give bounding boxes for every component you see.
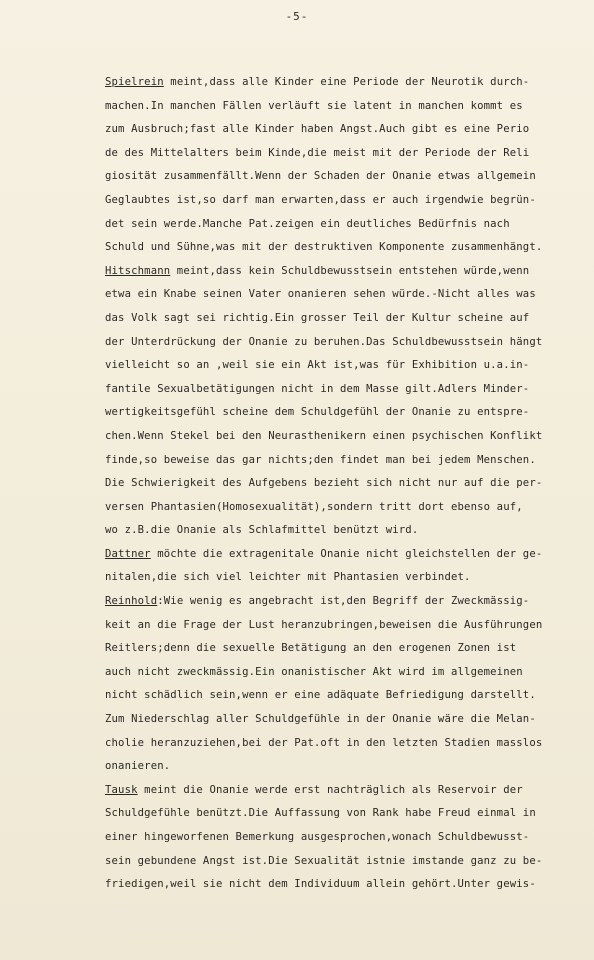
text-line	[105, 95, 574, 119]
line-text: giosität zusammenfällt.Wenn der Schaden der Onanie etwas allgemein	[105, 170, 536, 183]
line-text: Die Schwierigkeit des Aufgebens bezieht sich nicht nur auf die per-	[105, 477, 543, 490]
text-line	[105, 614, 574, 638]
text-line	[105, 449, 574, 473]
speaker-name: Reinhold	[105, 595, 158, 608]
line-text: meint,dass kein Schuldbewusstsein entstehen würde,wenn	[170, 264, 530, 277]
text-line	[105, 331, 574, 355]
line-text: versen Phantasien(Homosexualität),sondern tritt dort ebenso auf,	[105, 500, 523, 513]
line-text: friedigen,weil sie nicht dem Individuum allein gehört.Unter gewis-	[105, 878, 536, 891]
text-line	[105, 850, 574, 874]
line-text: sein gebundene Angst ist.Die Sexualität istnie imstande ganz zu be-	[105, 854, 543, 867]
text-line	[105, 165, 574, 189]
text-line	[105, 873, 574, 897]
line-text: cholie heranzuziehen,bei der Pat.oft in den letzten Stadien masslos	[105, 736, 543, 749]
line-text: machen.In manchen Fällen verläuft sie latent in manchen kommt es	[105, 99, 523, 112]
line-text: keit an die Frage der Lust heranzubringen,beweisen die Ausführungen	[105, 618, 543, 631]
text-line	[105, 637, 574, 661]
text-line	[105, 708, 574, 732]
text-line	[105, 142, 574, 166]
text-line	[105, 283, 574, 307]
speaker-name: Tausk	[105, 783, 138, 796]
line-text: nicht schädlich sein,wenn er eine adäquate Befriedigung darstellt.	[105, 689, 536, 702]
text-line	[105, 71, 574, 95]
line-text: onanieren.	[105, 760, 171, 773]
text-line	[105, 755, 574, 779]
line-text: chen.Wenn Stekel bei den Neurasthenikern einen psychischen Konflikt	[105, 429, 543, 442]
text-line	[105, 236, 574, 260]
text-line	[105, 543, 574, 567]
line-text: Schuldgefühle benützt.Die Auffassung von Rank habe Freud einmal in	[105, 807, 536, 820]
line-text: auch nicht zweckmässig.Ein onanistischer Akt wird im allgemeinen	[105, 665, 523, 678]
line-text: Reitlers;denn die sexuelle Betätigung an den erogenen Zonen ist	[105, 642, 517, 655]
line-text: etwa ein Knabe seinen Vater onanieren sehen würde.-Nicht alles was	[105, 288, 536, 301]
text-line	[105, 566, 574, 590]
line-text: meint,dass alle Kinder eine Periode der Neurotik durch-	[163, 76, 530, 88]
text-line	[105, 826, 574, 850]
speaker-name: Spielrein	[105, 76, 164, 88]
line-text: der Unterdrückung der Onanie zu beruhen.Das Schuldbewusstsein hängt	[105, 335, 543, 348]
text-line	[105, 378, 574, 402]
text-line	[105, 732, 574, 756]
text-line	[105, 472, 574, 496]
text-line	[105, 189, 574, 213]
line-text: zum Ausbruch;fast alle Kinder haben Angst.Auch gibt es eine Perio	[105, 123, 530, 136]
line-text: de des Mittelalters beim Kinde,die meist mit der Periode der Reli	[105, 146, 530, 159]
text-line	[105, 684, 574, 708]
document-body	[105, 71, 574, 897]
speaker-name: Hitschmann	[105, 264, 171, 277]
line-text: das Volk sagt sei richtig.Ein grosser Teil der Kultur scheine auf	[105, 311, 530, 324]
text-line	[105, 213, 574, 237]
text-line	[105, 425, 574, 449]
text-line	[105, 354, 574, 378]
speaker-name: Dattner	[105, 547, 151, 560]
text-line	[105, 519, 574, 543]
line-text: meint die Onanie werde erst nachträglich als Reservoir der	[137, 783, 523, 796]
line-text: finde,so beweise das gar nichts;den findet man bei jedem Menschen.	[105, 453, 536, 466]
line-text: det sein werde.Manche Pat.zeigen ein deutliches Bedürfnis nach	[105, 217, 510, 230]
text-line	[105, 661, 574, 685]
line-text: wertigkeitsgefühl scheine dem Schuldgefühl der Onanie zu entspre-	[105, 406, 530, 419]
line-text: vielleicht so an ,weil sie ein Akt ist,was für Exhibition u.a.in-	[105, 359, 530, 372]
line-text: Schuld und Sühne,was mit der destruktiven Komponente zusammenhängt.	[105, 241, 543, 254]
text-line	[105, 401, 574, 425]
text-line	[105, 118, 574, 142]
line-text: Geglaubtes ist,so darf man erwarten,dass er auch irgendwie begrün-	[105, 193, 536, 206]
text-line	[105, 802, 574, 826]
line-text: Zum Niederschlag aller Schuldgefühle in der Onanie wäre die Melan-	[105, 713, 536, 726]
line-text: einer hingeworfenen Bemerkung ausgesprochen,wonach Schuldbewusst-	[105, 831, 530, 843]
text-line	[105, 590, 574, 614]
line-text: :Wie wenig es angebracht ist,den Begriff der Zweckmässig-	[157, 595, 530, 608]
line-text: wo z.B.die Onanie als Schlafmittel benützt wird.	[105, 524, 419, 537]
line-text: nitalen,die sich viel leichter mit Phantasien verbindet.	[105, 571, 471, 584]
line-text: möchte die extragenitale Onanie nicht gleichstellen der ge-	[150, 547, 543, 560]
line-text: fantile Sexualbetätigungen nicht in dem Masse gilt.Adlers Minder-	[105, 382, 530, 395]
text-line	[105, 260, 574, 284]
text-line	[105, 779, 574, 803]
page-number: -5-	[285, 10, 309, 23]
text-line	[105, 307, 574, 331]
text-line	[105, 496, 574, 520]
